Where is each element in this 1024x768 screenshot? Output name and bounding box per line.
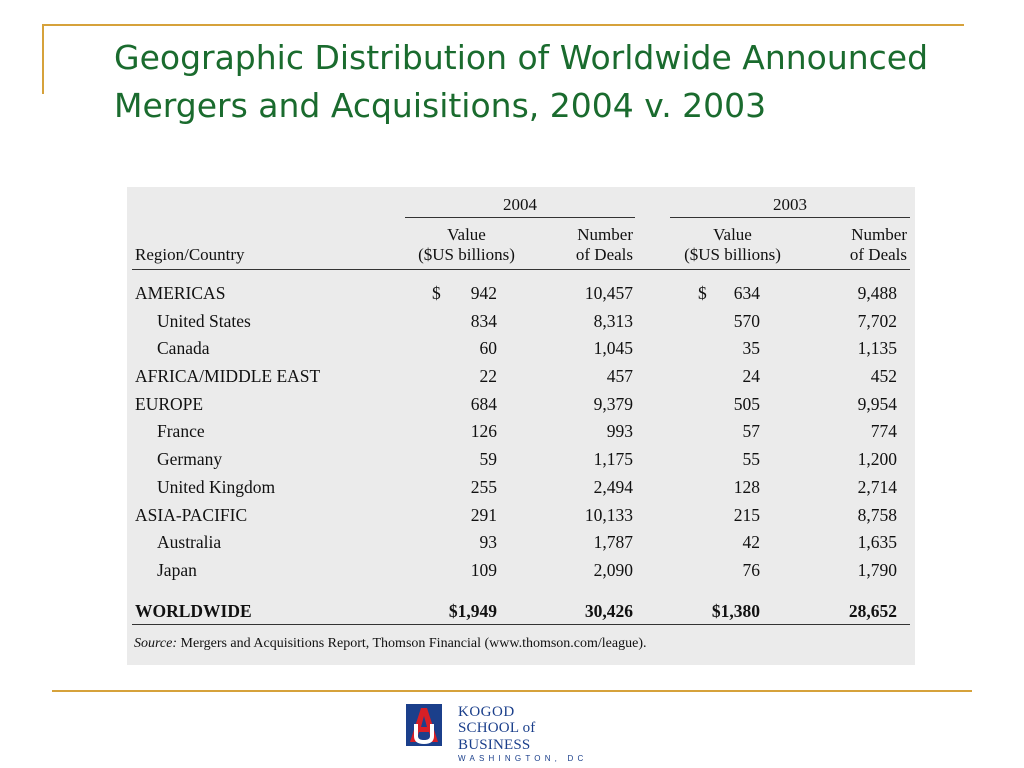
bottom-accent-rule bbox=[52, 690, 972, 692]
deals-2004-cell: 993 bbox=[606, 421, 633, 442]
table-row bbox=[127, 473, 915, 501]
region-cell: ASIA-PACIFIC bbox=[135, 504, 248, 525]
logo-kogod: KOGOD bbox=[458, 704, 515, 720]
deals-2003-cell: 774 bbox=[870, 421, 897, 442]
logo-location: WASHINGTON, DC bbox=[458, 754, 588, 763]
year-2003-header: 2003 bbox=[773, 195, 807, 214]
deals-2003-cell: 9,488 bbox=[857, 283, 897, 303]
logo-wordmark bbox=[458, 704, 606, 764]
deals-2003-cell: 28,652 bbox=[848, 601, 897, 621]
side-accent-rule bbox=[42, 24, 44, 94]
region-cell: EUROPE bbox=[135, 393, 204, 414]
year-2004-rule bbox=[405, 217, 635, 218]
region-cell: AFRICA/MIDDLE EAST bbox=[135, 366, 321, 387]
region-cell: France bbox=[157, 421, 205, 442]
value-2004-cell: 109 bbox=[470, 559, 497, 580]
year-2003-rule bbox=[670, 217, 910, 218]
region-cell: Japan bbox=[157, 559, 197, 580]
table-row bbox=[127, 445, 915, 473]
worldwide-total-row bbox=[127, 597, 915, 625]
deals-2004-cell: 2,494 bbox=[593, 476, 633, 497]
ma-table bbox=[127, 187, 915, 665]
table-row bbox=[127, 390, 915, 418]
value-2004-cell: 684 bbox=[470, 393, 497, 414]
source-text: Mergers and Acquisitions Report, Thomson Financial (www.thomson.com/league). bbox=[177, 636, 647, 651]
value-2004-cell: 255 bbox=[470, 476, 497, 497]
region-cell: United States bbox=[157, 310, 251, 331]
deals-2003-header: Number of Deals bbox=[849, 225, 907, 264]
source-label: Source: bbox=[134, 636, 178, 651]
currency-cell: $ bbox=[698, 283, 707, 303]
value-2004-cell: 126 bbox=[470, 421, 497, 442]
value-2004-cell: 93 bbox=[479, 532, 497, 553]
source-note bbox=[134, 636, 646, 652]
region-cell: United Kingdom bbox=[157, 476, 276, 497]
value-2004-header: Value ($US billions) bbox=[418, 225, 515, 264]
value-2004-cell: 60 bbox=[479, 338, 497, 359]
value-2004-cell: 291 bbox=[470, 504, 497, 525]
region-cell: AMERICAS bbox=[135, 283, 226, 303]
deals-2003-cell: 8,758 bbox=[857, 504, 897, 525]
value-2004-cell: $1,949 bbox=[448, 601, 497, 621]
deals-2004-header: Number of Deals bbox=[575, 225, 633, 264]
value-2003-cell: 35 bbox=[742, 338, 760, 359]
value-2004-cell: 942 bbox=[470, 283, 497, 303]
region-column-header: Region/Country bbox=[135, 245, 245, 264]
deals-2003-cell: 1,635 bbox=[857, 532, 897, 553]
value-2003-cell: 42 bbox=[742, 532, 760, 553]
table-row bbox=[127, 362, 915, 390]
value-2003-cell: 57 bbox=[742, 421, 760, 442]
deals-2003-cell: 1,200 bbox=[857, 449, 897, 470]
deals-2004-cell: 1,787 bbox=[593, 532, 633, 553]
currency-cell: $ bbox=[432, 283, 441, 303]
american-university-logo-icon bbox=[406, 704, 442, 746]
value-2003-cell: 76 bbox=[742, 559, 760, 580]
value-2003-cell: 215 bbox=[733, 504, 760, 525]
year-2004-header: 2004 bbox=[503, 195, 537, 214]
deals-2004-cell: 1,175 bbox=[593, 449, 633, 470]
deals-2004-cell: 457 bbox=[606, 366, 633, 387]
header-rule bbox=[132, 269, 910, 270]
table-row bbox=[127, 528, 915, 556]
value-2003-cell: 128 bbox=[733, 476, 760, 497]
deals-2003-cell: 2,714 bbox=[857, 476, 897, 497]
kogod-logo bbox=[406, 704, 606, 763]
table-row bbox=[127, 334, 915, 362]
footer-rule bbox=[132, 624, 910, 625]
table-row bbox=[127, 279, 915, 307]
deals-2004-cell: 10,457 bbox=[584, 283, 633, 303]
deals-2004-cell: 1,045 bbox=[593, 338, 633, 359]
slide-title: Geographic Distribution of Worldwide Announced Mergers and Acquisitions, 2004 v. 2003 bbox=[114, 38, 929, 125]
value-2003-cell: 570 bbox=[733, 310, 760, 331]
top-accent-rule bbox=[42, 24, 964, 26]
deals-2004-cell: 10,133 bbox=[584, 504, 633, 525]
value-2004-cell: 22 bbox=[479, 366, 497, 387]
deals-2003-cell: 7,702 bbox=[857, 310, 897, 331]
value-2003-cell: 505 bbox=[733, 393, 760, 414]
table-row bbox=[127, 307, 915, 335]
value-2003-cell: 55 bbox=[742, 449, 760, 470]
value-2004-cell: 834 bbox=[470, 310, 497, 331]
deals-2004-cell: 30,426 bbox=[584, 601, 633, 621]
region-cell: Canada bbox=[157, 338, 210, 359]
deals-2004-cell: 2,090 bbox=[593, 559, 633, 580]
deals-2004-cell: 9,379 bbox=[593, 393, 633, 414]
deals-2003-cell: 452 bbox=[870, 366, 897, 387]
deals-2003-cell: 1,790 bbox=[857, 559, 897, 580]
value-2003-cell: 634 bbox=[733, 283, 760, 303]
value-2004-cell: 59 bbox=[479, 449, 497, 470]
region-cell: Germany bbox=[157, 449, 223, 470]
deals-2003-cell: 1,135 bbox=[857, 338, 897, 359]
logo-school: SCHOOL of BUSINESS bbox=[458, 720, 536, 753]
table-row bbox=[127, 501, 915, 529]
table-body bbox=[127, 279, 915, 584]
table-row bbox=[127, 417, 915, 445]
value-2003-cell: 24 bbox=[742, 366, 760, 387]
region-cell: WORLDWIDE bbox=[135, 601, 252, 621]
table-row bbox=[127, 556, 915, 584]
deals-2003-cell: 9,954 bbox=[857, 393, 897, 414]
region-cell: Australia bbox=[157, 532, 222, 553]
value-2003-cell: $1,380 bbox=[711, 601, 760, 621]
value-2003-header: Value ($US billions) bbox=[684, 225, 781, 264]
deals-2004-cell: 8,313 bbox=[593, 310, 633, 331]
